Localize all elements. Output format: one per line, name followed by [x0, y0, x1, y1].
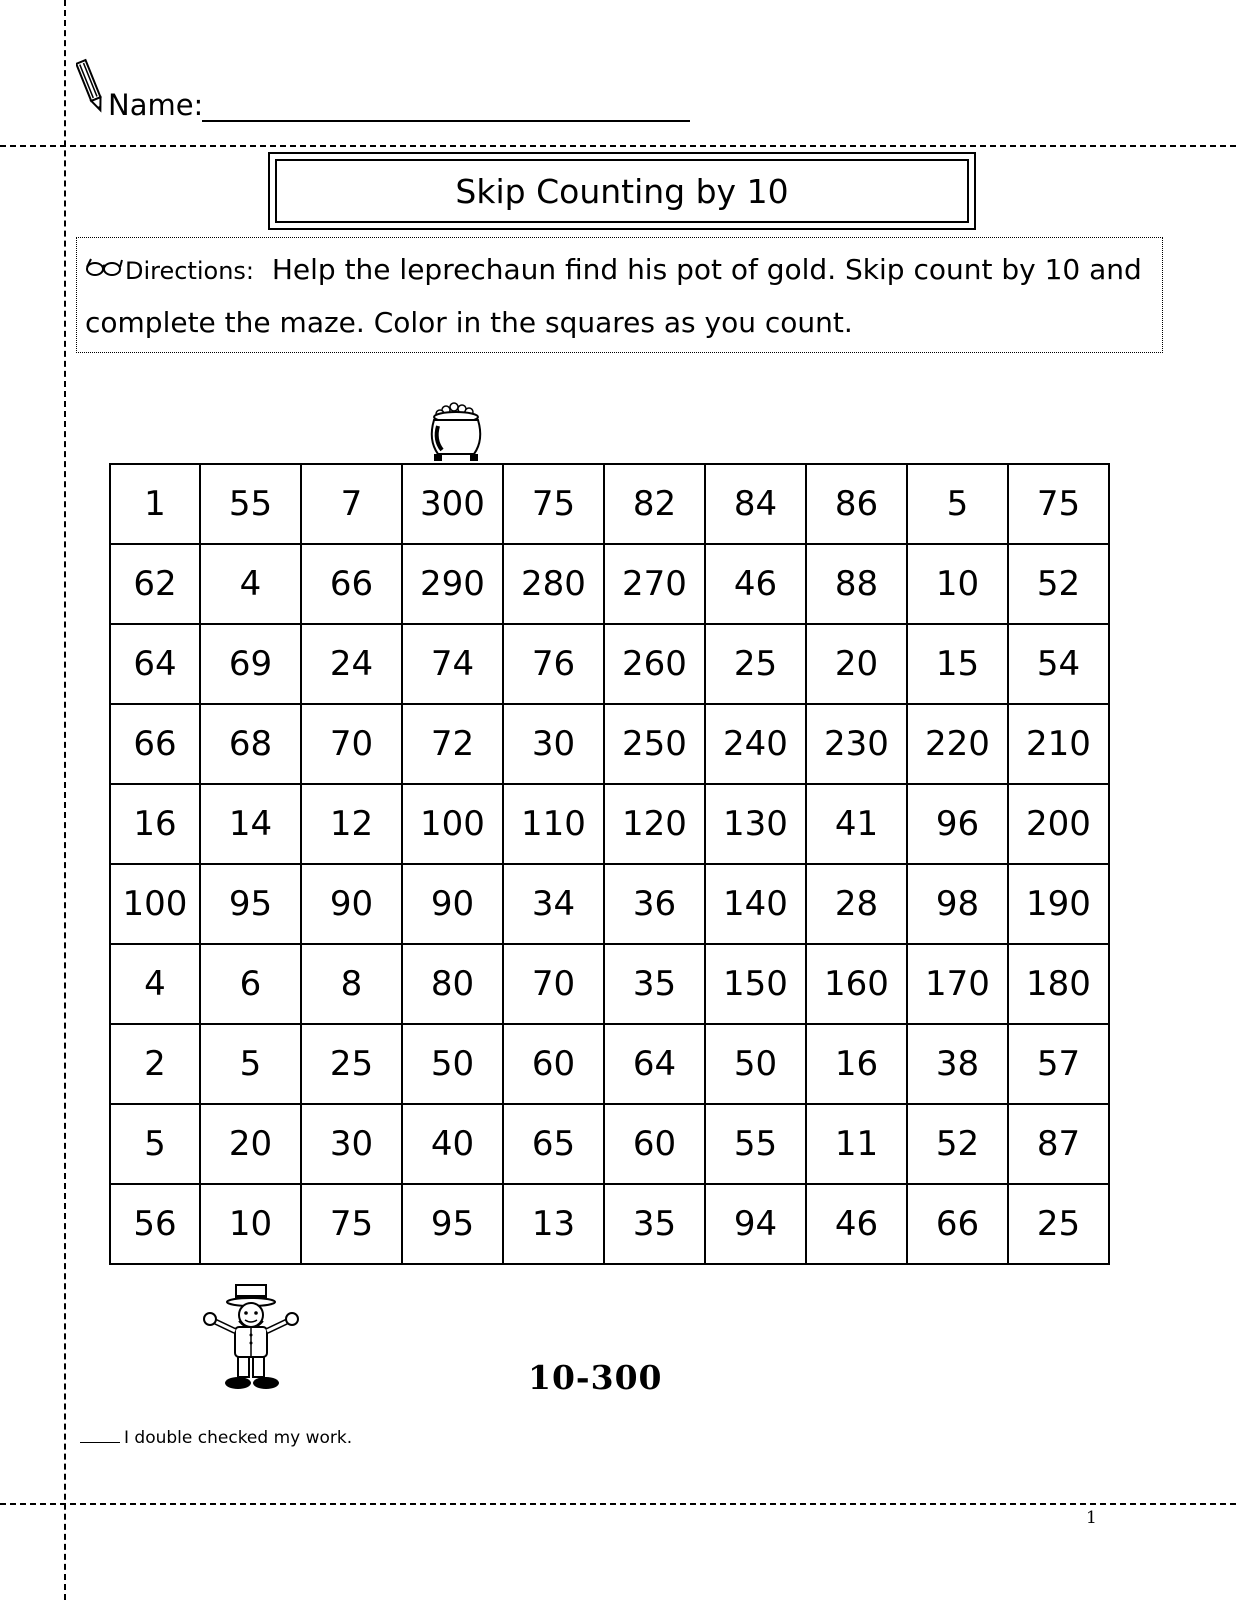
maze-cell[interactable]: 90 [301, 864, 402, 944]
maze-cell[interactable]: 60 [503, 1024, 604, 1104]
maze-cell[interactable]: 14 [200, 784, 301, 864]
vertical-cut-line [64, 0, 66, 1600]
maze-cell[interactable]: 210 [1008, 704, 1109, 784]
maze-row [110, 1184, 1109, 1264]
maze-cell[interactable]: 160 [806, 944, 907, 1024]
maze-row [110, 704, 1109, 784]
maze-cell[interactable]: 75 [503, 464, 604, 544]
maze-cell[interactable]: 98 [907, 864, 1008, 944]
maze-cell[interactable]: 220 [907, 704, 1008, 784]
maze-cell[interactable]: 290 [402, 544, 503, 624]
maze-row [110, 1024, 1109, 1104]
maze-cell[interactable]: 46 [806, 1184, 907, 1264]
maze-cell[interactable]: 40 [402, 1104, 503, 1184]
maze-cell[interactable]: 66 [110, 704, 200, 784]
maze-cell[interactable]: 57 [1008, 1024, 1109, 1104]
maze-row [110, 784, 1109, 864]
maze-cell[interactable]: 38 [907, 1024, 1008, 1104]
maze-cell[interactable]: 300 [402, 464, 503, 544]
maze-cell[interactable]: 10 [907, 544, 1008, 624]
maze-cell[interactable]: 8 [301, 944, 402, 1024]
maze-cell[interactable]: 72 [402, 704, 503, 784]
maze-row [110, 864, 1109, 944]
maze-cell[interactable]: 170 [907, 944, 1008, 1024]
maze-cell[interactable]: 66 [907, 1184, 1008, 1264]
maze-cell[interactable]: 13 [503, 1184, 604, 1264]
maze-cell[interactable]: 4 [110, 944, 200, 1024]
check-row [80, 1428, 352, 1448]
maze-cell[interactable]: 25 [705, 624, 806, 704]
maze-cell[interactable]: 250 [604, 704, 705, 784]
maze-cell[interactable]: 55 [200, 464, 301, 544]
maze-cell[interactable]: 68 [200, 704, 301, 784]
pencil-icon [76, 58, 106, 116]
directions-text: Help the leprechaun find his pot of gold. Skip count by 10 and complete the maze. Color in the squares as you count. [85, 253, 1142, 339]
maze-cell[interactable]: 56 [110, 1184, 200, 1264]
maze-cell[interactable]: 52 [907, 1104, 1008, 1184]
check-text: I double checked my work. [124, 1428, 353, 1448]
maze-cell[interactable]: 240 [705, 704, 806, 784]
maze-cell[interactable]: 11 [806, 1104, 907, 1184]
maze-row [110, 944, 1109, 1024]
maze-cell[interactable]: 230 [806, 704, 907, 784]
maze-cell[interactable]: 200 [1008, 784, 1109, 864]
page-title: Skip Counting by 10 [275, 159, 969, 223]
bottom-cut-line [0, 1503, 1236, 1505]
maze-cell[interactable]: 34 [503, 864, 604, 944]
maze-cell[interactable]: 180 [1008, 944, 1109, 1024]
glasses-icon [85, 256, 123, 278]
maze-cell[interactable]: 76 [503, 624, 604, 704]
leprechaun-icon [200, 1283, 310, 1395]
maze-cell[interactable]: 82 [604, 464, 705, 544]
maze-cell[interactable]: 270 [604, 544, 705, 624]
maze-cell[interactable]: 87 [1008, 1104, 1109, 1184]
maze-cell[interactable]: 95 [200, 864, 301, 944]
maze-grid [109, 463, 1110, 1265]
maze-cell[interactable]: 54 [1008, 624, 1109, 704]
title-box [268, 152, 976, 230]
name-label: Name: [108, 88, 204, 122]
maze-cell[interactable]: 94 [705, 1184, 806, 1264]
maze-cell[interactable]: 50 [705, 1024, 806, 1104]
maze-cell[interactable]: 110 [503, 784, 604, 864]
maze-cell[interactable]: 130 [705, 784, 806, 864]
maze-cell[interactable]: 90 [402, 864, 503, 944]
maze-cell[interactable]: 66 [301, 544, 402, 624]
maze-cell[interactable]: 6 [200, 944, 301, 1024]
range-label: 10-300 [528, 1358, 663, 1397]
directions-label: Directions: [125, 257, 255, 285]
check-blank[interactable] [80, 1428, 120, 1443]
maze-cell[interactable]: 74 [402, 624, 503, 704]
maze-cell[interactable]: 5 [200, 1024, 301, 1104]
maze-cell[interactable]: 41 [806, 784, 907, 864]
maze-cell[interactable]: 12 [301, 784, 402, 864]
maze-cell[interactable]: 86 [806, 464, 907, 544]
maze-cell[interactable]: 36 [604, 864, 705, 944]
maze-cell[interactable]: 65 [503, 1104, 604, 1184]
maze-cell[interactable]: 5 [907, 464, 1008, 544]
maze-cell[interactable]: 7 [301, 464, 402, 544]
maze-cell[interactable]: 75 [1008, 464, 1109, 544]
maze-cell[interactable]: 20 [200, 1104, 301, 1184]
maze-cell[interactable]: 30 [301, 1104, 402, 1184]
maze-row [110, 624, 1109, 704]
maze-cell[interactable]: 100 [402, 784, 503, 864]
name-row [76, 58, 716, 128]
maze-cell[interactable]: 1 [110, 464, 200, 544]
maze-cell[interactable]: 60 [604, 1104, 705, 1184]
maze-cell[interactable]: 95 [402, 1184, 503, 1264]
maze-cell[interactable]: 4 [200, 544, 301, 624]
maze-cell[interactable]: 96 [907, 784, 1008, 864]
name-field[interactable] [202, 120, 690, 122]
pot-of-gold-icon [426, 400, 488, 466]
maze-cell[interactable]: 70 [301, 704, 402, 784]
directions-box [76, 237, 1163, 353]
maze-cell[interactable]: 64 [604, 1024, 705, 1104]
maze-cell[interactable]: 46 [705, 544, 806, 624]
maze-cell[interactable]: 260 [604, 624, 705, 704]
maze-cell[interactable]: 120 [604, 784, 705, 864]
maze-cell[interactable]: 24 [301, 624, 402, 704]
maze-cell[interactable]: 25 [301, 1024, 402, 1104]
maze-cell[interactable]: 62 [110, 544, 200, 624]
maze-cell[interactable]: 16 [806, 1024, 907, 1104]
maze-row [110, 1104, 1109, 1184]
maze-cell[interactable]: 15 [907, 624, 1008, 704]
maze-cell[interactable]: 35 [604, 944, 705, 1024]
maze-cell[interactable]: 10 [200, 1184, 301, 1264]
maze-cell[interactable]: 70 [503, 944, 604, 1024]
maze-cell[interactable]: 16 [110, 784, 200, 864]
maze-cell[interactable]: 25 [1008, 1184, 1109, 1264]
maze-cell[interactable]: 64 [110, 624, 200, 704]
maze-cell[interactable]: 50 [402, 1024, 503, 1104]
maze-cell[interactable]: 30 [503, 704, 604, 784]
maze-cell[interactable]: 150 [705, 944, 806, 1024]
maze-cell[interactable]: 28 [806, 864, 907, 944]
maze-cell[interactable]: 69 [200, 624, 301, 704]
maze-cell[interactable]: 140 [705, 864, 806, 944]
maze-cell[interactable]: 20 [806, 624, 907, 704]
maze-cell[interactable]: 55 [705, 1104, 806, 1184]
maze-cell[interactable]: 84 [705, 464, 806, 544]
maze-cell[interactable]: 35 [604, 1184, 705, 1264]
page-number: 1 [1086, 1508, 1097, 1528]
maze-row [110, 544, 1109, 624]
maze-cell[interactable]: 52 [1008, 544, 1109, 624]
maze-cell[interactable]: 80 [402, 944, 503, 1024]
maze-cell[interactable]: 190 [1008, 864, 1109, 944]
maze-cell[interactable]: 280 [503, 544, 604, 624]
top-cut-line [0, 145, 1236, 147]
maze-cell[interactable]: 2 [110, 1024, 200, 1104]
maze-cell[interactable]: 100 [110, 864, 200, 944]
maze-row [110, 464, 1109, 544]
maze-cell[interactable]: 5 [110, 1104, 200, 1184]
maze-cell[interactable]: 75 [301, 1184, 402, 1264]
maze-cell[interactable]: 88 [806, 544, 907, 624]
